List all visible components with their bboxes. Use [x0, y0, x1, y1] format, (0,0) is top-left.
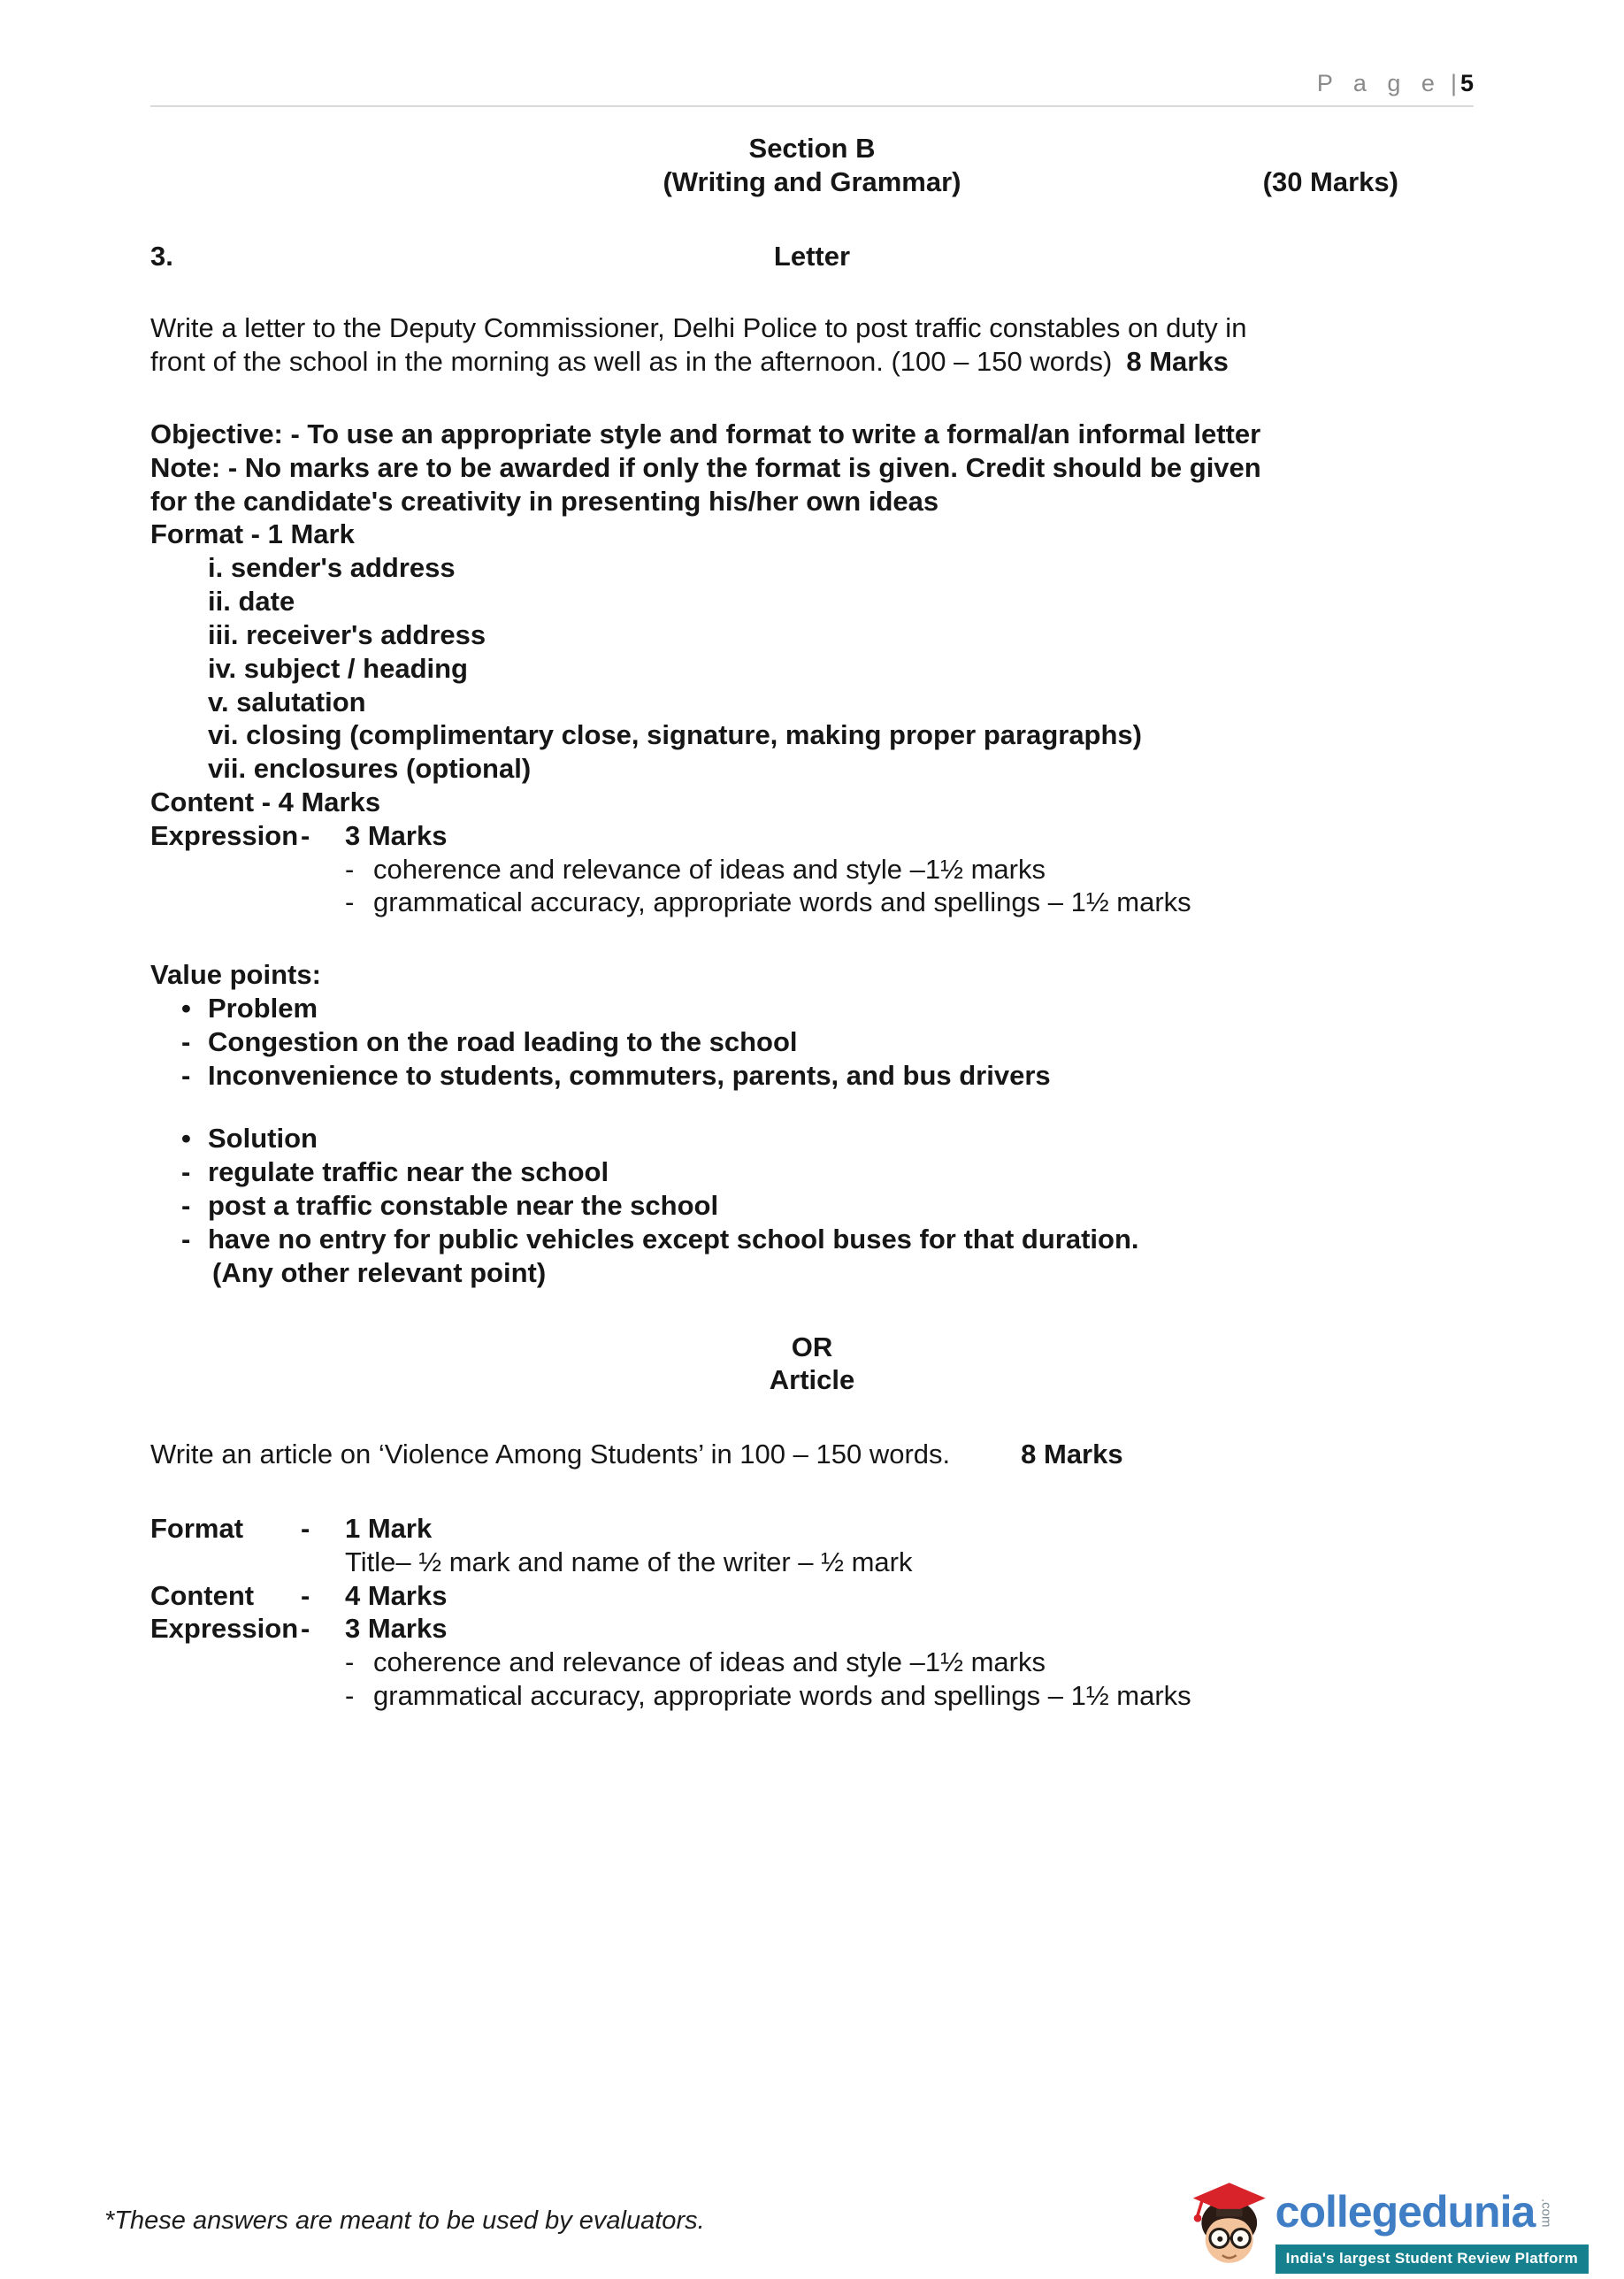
- bullet-marker: •: [181, 993, 191, 1024]
- expression-point-text: grammatical accuracy, appropriate words and spellings – 1½ marks: [373, 1680, 1191, 1711]
- problem-heading: [181, 992, 1474, 1025]
- dash-marker: -: [181, 1223, 191, 1255]
- solution-item-text: regulate traffic near the school: [208, 1156, 609, 1188]
- problem-item-text: Inconvenience to students, commuters, parents, and bus drivers: [208, 1059, 1051, 1091]
- dash-marker: -: [345, 853, 355, 885]
- format-item: iv. subject / heading: [208, 652, 468, 684]
- expression-point: [345, 886, 1474, 919]
- solution-item: [181, 1189, 1474, 1223]
- or-divider: [150, 1331, 1474, 1398]
- expression-marks: 3 Marks: [345, 819, 448, 851]
- brand-suffix: .com: [1538, 2198, 1554, 2228]
- dash-marker: -: [181, 1059, 191, 1091]
- expression-row-label: Expression: [150, 1613, 299, 1645]
- solution-heading-text: Solution: [208, 1123, 318, 1155]
- question-heading: [150, 240, 1474, 273]
- expression-dash: -: [301, 819, 310, 851]
- prompt-line-text: front of the school in the morning as well as in the afternoon. (100 – 150 words): [150, 346, 1113, 378]
- solution-note: (Any other relevant point): [212, 1256, 547, 1288]
- problem-item-text: Congestion on the road leading to the school: [208, 1025, 798, 1057]
- format-row: [150, 1512, 1474, 1546]
- expression-point: [345, 1679, 1474, 1713]
- page-label: P a g e: [1316, 70, 1442, 96]
- note-line: Note: - No marks are to be awarded if only the format is given. Credit should be given: [150, 451, 1261, 483]
- format-row-dash: -: [301, 1512, 310, 1544]
- page-content: [150, 69, 1474, 1713]
- expression-row-marks: 3 Marks: [345, 1613, 448, 1645]
- solution-item: [181, 1223, 1474, 1256]
- page-number: [150, 69, 1474, 98]
- article-marking-scheme: [150, 1512, 1474, 1713]
- article-marks: 8 Marks: [1021, 1439, 1123, 1470]
- article-title: Article: [769, 1364, 855, 1396]
- logo-text-block: [1275, 2185, 1589, 2274]
- note-line: for the candidate's creativity in presenting his/her own ideas: [150, 485, 939, 517]
- header-divider: [150, 105, 1474, 107]
- value-points-heading: Value points:: [150, 959, 321, 991]
- question-title: Letter: [773, 240, 851, 272]
- section-subtitle-row: [150, 165, 1474, 199]
- expression-label: Expression: [150, 819, 299, 851]
- section-heading: [150, 132, 1474, 199]
- format-item: vii. enclosures (optional): [208, 753, 532, 785]
- brand-tagline: India's largest Student Review Platform: [1275, 2244, 1589, 2274]
- expression-point-text: coherence and relevance of ideas and style –1½ marks: [373, 853, 1046, 885]
- dash-marker: -: [181, 1190, 191, 1222]
- solution-item-text: post a traffic constable near the school: [208, 1190, 719, 1222]
- section-subtitle: (Writing and Grammar): [663, 165, 961, 197]
- question-prompt: [150, 311, 1474, 379]
- expression-row-dash: -: [301, 1613, 310, 1645]
- format-row-marks: 1 Mark: [345, 1512, 433, 1544]
- content-row-dash: -: [301, 1579, 310, 1611]
- format-heading: Format - 1 Mark: [150, 518, 355, 550]
- marking-scheme: [150, 418, 1474, 919]
- page-number-value: 5: [1459, 70, 1474, 96]
- expression-point: [345, 853, 1474, 886]
- dash-marker: -: [345, 886, 355, 918]
- collegedunia-mascot-icon: [1185, 2178, 1270, 2274]
- format-item: vi. closing (complimentary close, signature, making proper paragraphs): [208, 719, 1142, 751]
- solution-heading: [181, 1122, 1474, 1155]
- problem-item: [181, 1059, 1474, 1093]
- content-heading: Content - 4 Marks: [150, 786, 381, 817]
- bullet-marker: •: [181, 1123, 191, 1155]
- expression-point-text: grammatical accuracy, appropriate words and spellings – 1½ marks: [373, 886, 1191, 918]
- content-row-marks: 4 Marks: [345, 1579, 448, 1611]
- problem-item: [181, 1025, 1474, 1059]
- format-row-label: Format: [150, 1512, 244, 1544]
- dash-marker: -: [181, 1025, 191, 1057]
- format-item: v. salutation: [208, 686, 366, 717]
- expression-row: [150, 1612, 1474, 1646]
- expression-point-text: coherence and relevance of ideas and style –1½ marks: [373, 1646, 1046, 1678]
- question-number: 3.: [150, 240, 173, 272]
- article-prompt-text: Write an article on ‘Violence Among Students’ in 100 – 150 words.: [150, 1439, 951, 1470]
- content-row: [150, 1579, 1474, 1613]
- format-item: ii. date: [208, 586, 295, 618]
- dash-marker: -: [345, 1680, 355, 1711]
- expression-point: [345, 1646, 1474, 1679]
- section-marks: (30 Marks): [1262, 165, 1398, 197]
- title-marks-line: Title– ½ mark and name of the writer – ½ mark: [345, 1546, 913, 1577]
- section-title: Section B: [748, 132, 876, 164]
- objective-line: Objective: - To use an appropriate style and format to write a formal/an informal letter: [150, 418, 1261, 449]
- brand-row: [1275, 2185, 1589, 2239]
- brand-name: collegedunia: [1275, 2187, 1536, 2237]
- solution-item: [181, 1155, 1474, 1189]
- format-item: i. sender's address: [208, 552, 456, 584]
- or-label: OR: [791, 1331, 833, 1362]
- collegedunia-logo: [1185, 2178, 1589, 2274]
- article-prompt: [150, 1438, 1474, 1471]
- prompt-line: Write a letter to the Deputy Commissioner, Delhi Police to post traffic constables on duty in: [150, 312, 1247, 344]
- question-marks: 8 Marks: [1126, 346, 1229, 378]
- dash-marker: -: [181, 1156, 191, 1188]
- page-separator: |: [1450, 70, 1457, 96]
- footnote: *These answers are meant to be used by evaluators.: [104, 2206, 705, 2235]
- format-item: iii. receiver's address: [208, 618, 486, 650]
- problem-heading-text: Problem: [208, 993, 318, 1024]
- content-row-label: Content: [150, 1579, 255, 1611]
- expression-row: [150, 819, 1474, 853]
- solution-item-text: have no entry for public vehicles except school buses for that duration.: [208, 1223, 1139, 1255]
- dash-marker: -: [345, 1646, 355, 1678]
- prompt-line: [150, 345, 1474, 379]
